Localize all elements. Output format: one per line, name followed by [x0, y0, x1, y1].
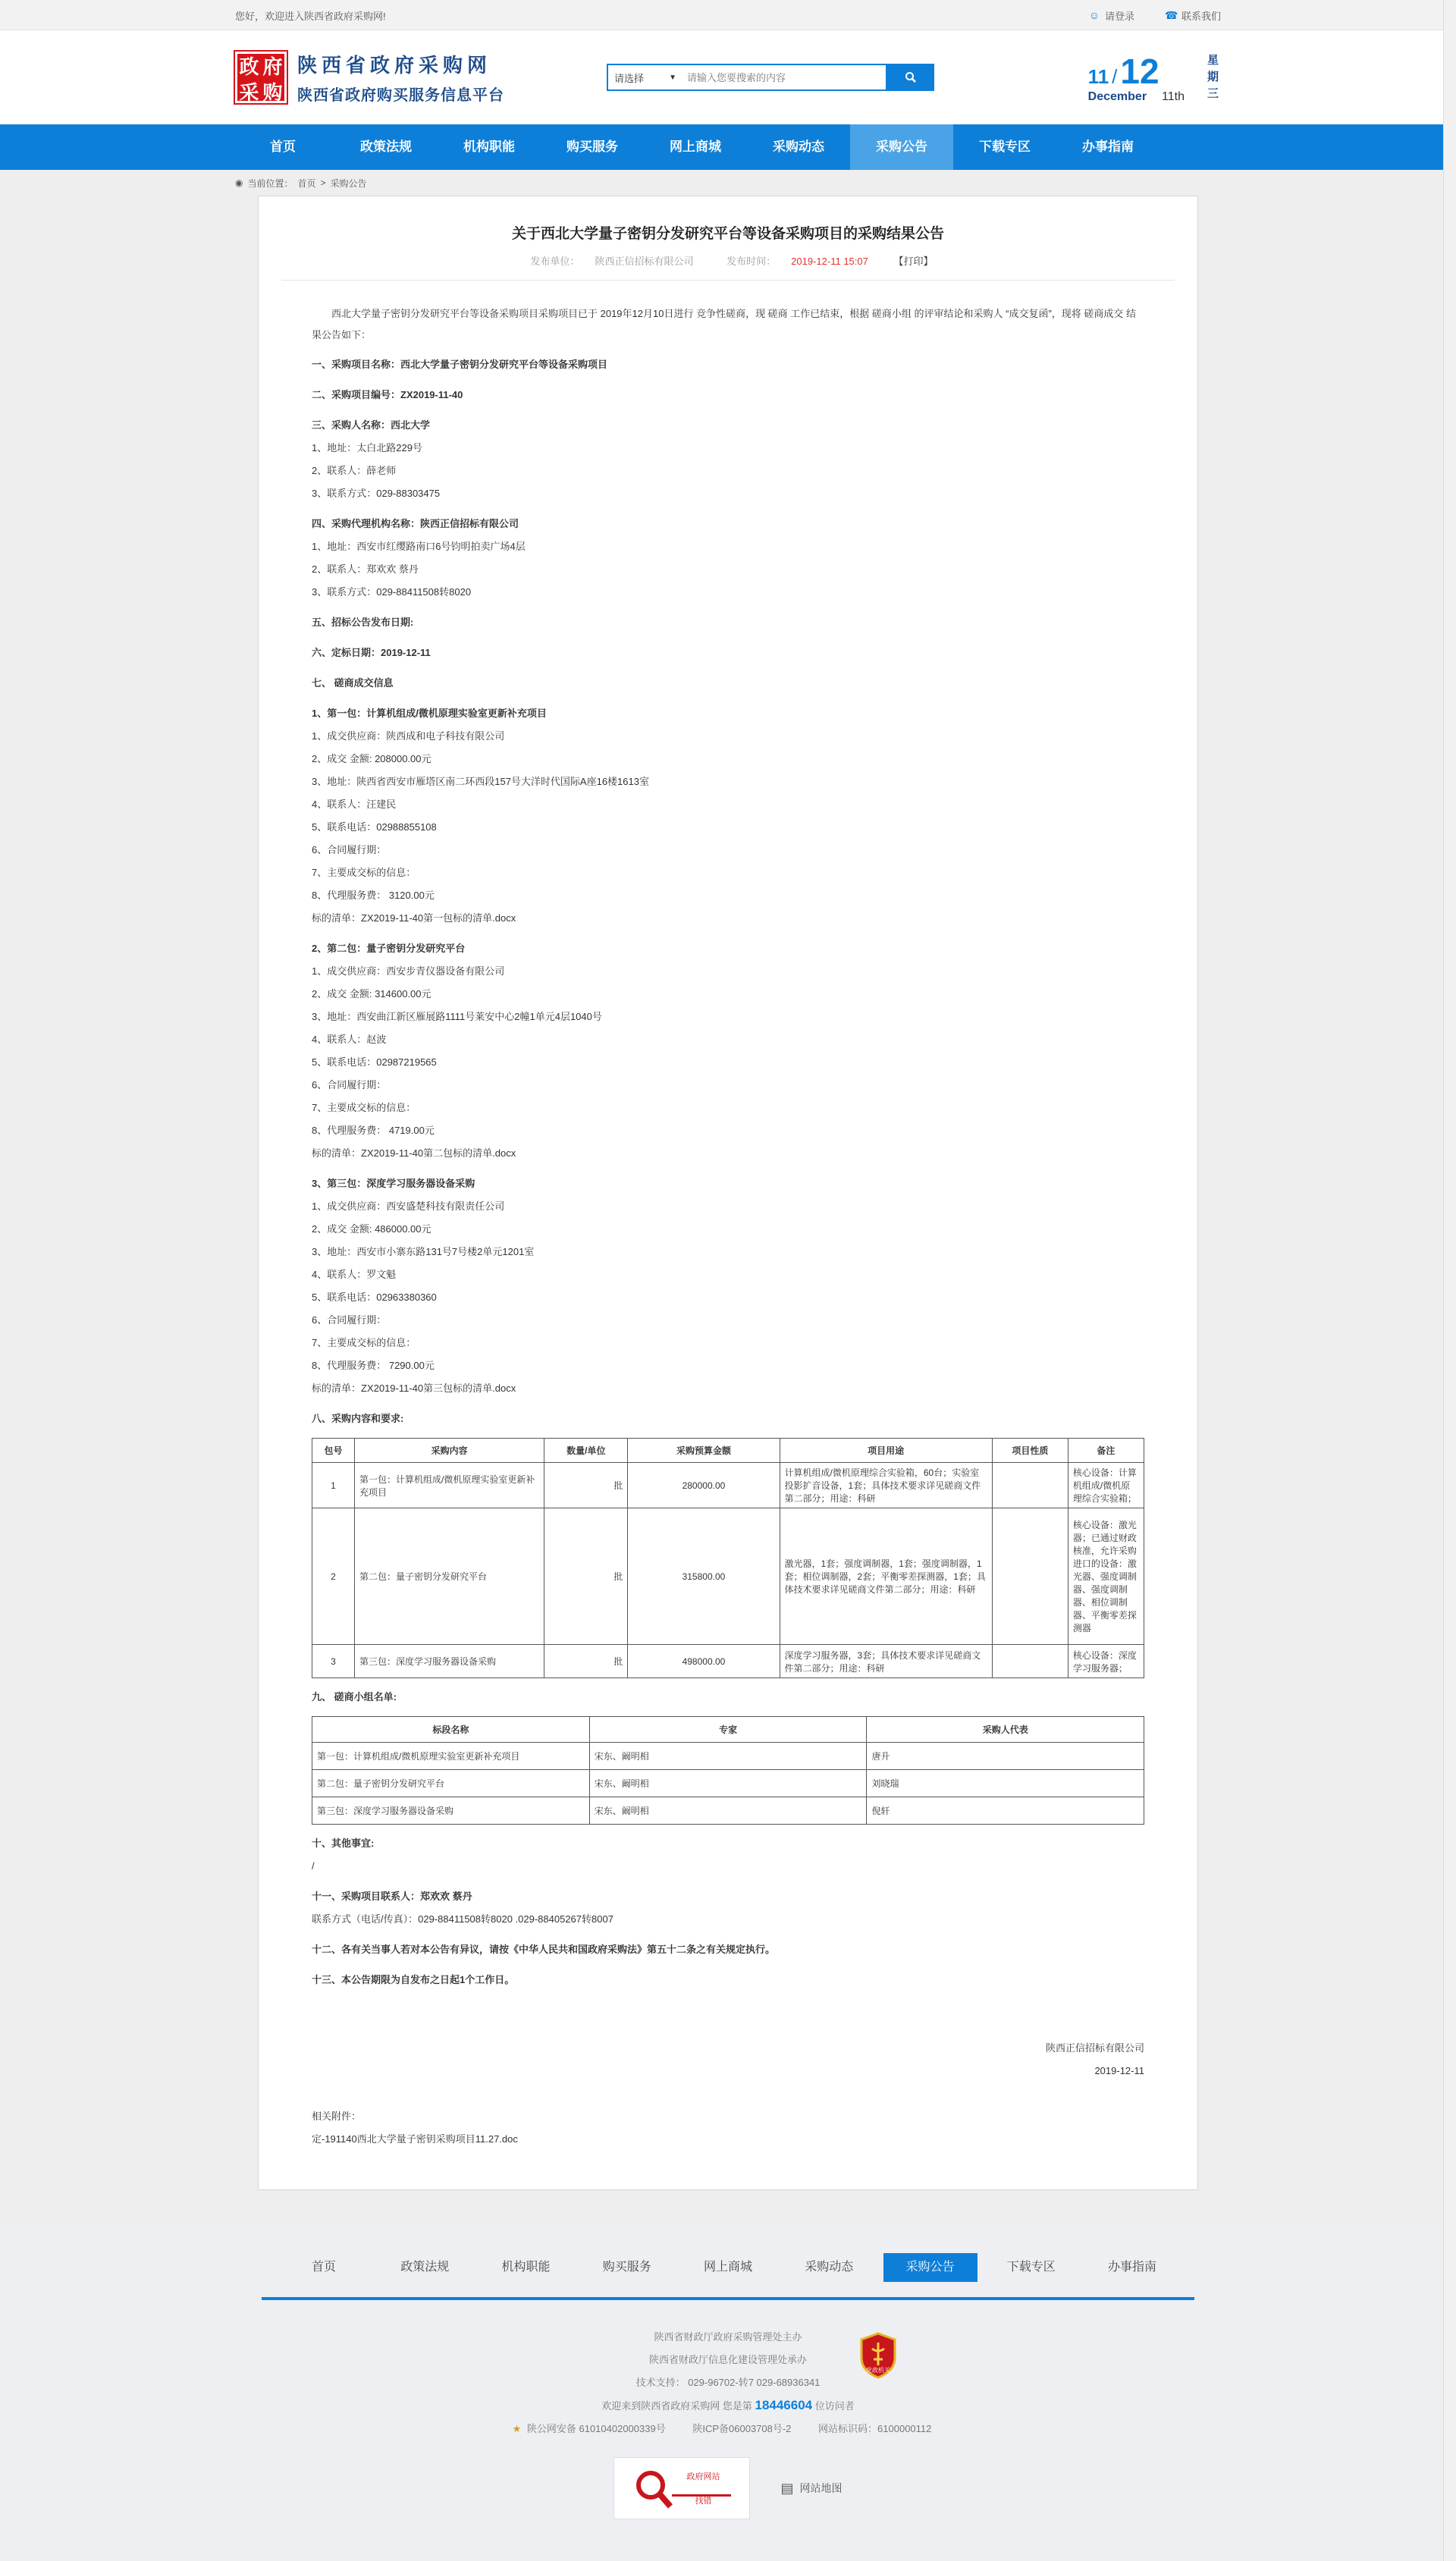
table-cell: 1 [312, 1463, 355, 1508]
table-header: 项目用途 [780, 1439, 992, 1463]
nav-institutions[interactable]: 机构职能 [463, 140, 515, 154]
section-heading: 七、 磋商成交信息 [312, 677, 394, 689]
table-cell: 第二包：量子密钥分发研究平台 [355, 1508, 544, 1645]
table-row [312, 1645, 1144, 1678]
table-cell: 280000.00 [628, 1463, 780, 1508]
table-header-row [312, 1439, 1144, 1463]
section-heading: 十三、本公告期限为自发布之日起1个工作日。 [312, 1974, 515, 1985]
section-heading: 五、招标公告发布日期: [312, 617, 414, 628]
breadcrumb [235, 170, 1221, 196]
table-cell: 宋东、阚明相 [589, 1743, 867, 1770]
search-button[interactable] [887, 64, 934, 91]
table-cell: 批 [544, 1645, 628, 1678]
section-heading: 一、采购项目名称：西北大学量子密钥分发研究平台等设备采购项目 [312, 359, 608, 370]
footer-sponsor: 陕西省财政厅政府采购管理处主办 [654, 2331, 802, 2343]
footer-nav-guide[interactable]: 办事指南 [1107, 2261, 1156, 2274]
breadcrumb-prefix: 当前位置： [247, 177, 293, 189]
text-line: 1、成交供应商：陕西成和电子科技有限公司 [312, 730, 505, 742]
table-cell: 第三包：深度学习服务器设备采购 [355, 1645, 544, 1678]
text-line: 2、成交 金额: 486000.00元 [312, 1223, 431, 1235]
visit-count: 18446604 [755, 2398, 813, 2412]
footer-nav-services[interactable]: 购买服务 [602, 2261, 651, 2274]
logo-char: 采 [239, 81, 259, 104]
text-line: 2、联系人：薛老师 [312, 465, 397, 476]
table-header: 包号 [312, 1439, 355, 1463]
table-row [312, 1797, 1144, 1825]
footer-nav-policy[interactable]: 政策法规 [400, 2261, 450, 2274]
search-bar [607, 64, 934, 91]
text-line: 7、主要成交标的信息： [312, 1102, 416, 1113]
section-heading: 四、采购代理机构名称：陕西正信招标有限公司 [312, 518, 519, 529]
search-select-label: 请选择 [614, 72, 645, 84]
table-row [312, 1770, 1144, 1797]
logo-char: 政 [239, 55, 259, 78]
procurement-table [312, 1438, 1144, 1678]
footer-beian [0, 2418, 1456, 2440]
table-header: 采购预算金额 [628, 1439, 780, 1463]
welcome-text: 您好，欢迎进入陕西省政府采购网! [235, 10, 386, 22]
logo-char: 购 [262, 81, 283, 104]
signature-block [312, 2037, 1144, 2082]
text-line: 7、主要成交标的信息： [312, 867, 416, 878]
package-heading: 2、第二包：量子密钥分发研究平台 [312, 943, 466, 954]
table-cell [992, 1508, 1068, 1645]
date-widget [1088, 51, 1221, 104]
text-line: 3、联系方式：029-88411508转8020 [312, 586, 472, 598]
table-cell: 第三包：深度学习服务器设备采购 [312, 1797, 590, 1825]
table-cell [992, 1463, 1068, 1508]
text-line: 7、主要成交标的信息： [312, 1337, 416, 1348]
table-cell: 核心设备：激光器；已通过财政核准，允许采购进口的设备：激光器、强度调制器、强度调制器、相位调制器、平衡零差探测器 [1068, 1508, 1144, 1645]
table-header: 采购内容 [355, 1439, 544, 1463]
logo-subtitle: 陕西省政府购买服务信息平台 [297, 87, 504, 104]
signature-date: 2019-12-11 [1094, 2065, 1144, 2076]
table-header: 专家 [589, 1717, 867, 1743]
top-bar [0, 0, 1456, 30]
attachment-file-link[interactable]: 定-191140西北大学量子密钥采购项目11.27.doc [312, 2133, 518, 2145]
logo-char: 府 [262, 55, 283, 78]
search-input[interactable] [682, 65, 886, 89]
text-line: 5、联系电话：02987219565 [312, 1056, 437, 1068]
contact-link[interactable] [1165, 8, 1221, 23]
print-link[interactable]: 【打印】 [893, 256, 934, 267]
section-heading: 十二、各有关当事人若对本公告有异议，请按《中华人民共和国政府采购法》第五十二条之有关规定执行。 [312, 1944, 776, 1955]
visit-prefix: 欢迎来到陕西省政府采购网 您是第 [601, 2400, 752, 2412]
text-line: 6、合同履行期： [312, 844, 387, 855]
footer-tech-support: 技术支持： 029-96702-转7 029-68936341 [635, 2377, 821, 2388]
intro-paragraph: 西北大学量子密钥分发研究平台等设备采购项目采购项目已于 2019年12月10日进行 竞争性磋商，现 磋商 工作已结束，根据 磋商小组 的评审结论和采购人 “成交复函”，现将 磋商成交 结果公告如下： [312, 308, 1137, 341]
text-line: 2、联系人：郑欢欢 蔡丹 [312, 563, 419, 575]
table-row [312, 1743, 1144, 1770]
table-cell: 2 [312, 1508, 355, 1645]
nav-news[interactable]: 采购动态 [773, 140, 824, 154]
table-row [312, 1463, 1144, 1508]
section-heading: 二、采购项目编号：ZX2019-11-40 [312, 389, 463, 400]
table-cell: 498000.00 [628, 1645, 780, 1678]
table-cell: 核心设备：计算机组成/微机原理综合实验箱； [1068, 1463, 1144, 1508]
attachment-link[interactable]: 标的清单：ZX2019-11-40第三包标的清单.docx [312, 1383, 516, 1394]
table-cell: 第一包：计算机组成/微机原理实验室更新补充项目 [312, 1743, 590, 1770]
section-heading: 三、采购人名称：西北大学 [312, 419, 431, 431]
article-meta [281, 253, 1175, 281]
weekday-char: 星 [1207, 54, 1219, 67]
weekday-char: 三 [1207, 87, 1219, 100]
article-title: 关于西北大学量子密钥分发研究平台等设备采购项目的采购结果公告 [511, 226, 944, 242]
table-cell: 核心设备：深度学习服务器； [1068, 1645, 1144, 1678]
nav-mall[interactable]: 网上商城 [670, 140, 721, 154]
table-header-row [312, 1717, 1144, 1743]
table-cell: 315800.00 [628, 1508, 780, 1645]
text-line: 6、合同履行期： [312, 1314, 387, 1326]
footer-organizer: 陕西省财政厅信息化建设管理处承办 [648, 2354, 807, 2365]
table-cell: 批 [544, 1463, 628, 1508]
section-heading: 九、 磋商小组名单: [312, 1691, 397, 1703]
text-line: 1、地址：西安市红缨路南口6号钧明拍卖广场4层 [312, 541, 526, 552]
footer-nav-news[interactable]: 采购动态 [805, 2261, 854, 2274]
footer-bottom [0, 2457, 1456, 2519]
table-cell: 深度学习服务器，3套；具体技术要求详见磋商文件第二部分；用途：科研 [780, 1645, 992, 1678]
table-header: 标段名称 [312, 1717, 590, 1743]
text-line: 4、联系人：罗文魁 [312, 1269, 397, 1280]
breadcrumb-separator: > [320, 177, 326, 188]
footer-visits [0, 2394, 1456, 2418]
location-pin-icon: ◉ [235, 177, 243, 188]
date-slash: / [1112, 65, 1118, 88]
text-line: 1、成交供应商：西安盛楚科技有限责任公司 [312, 1200, 505, 1212]
publisher-name: 陕西正信招标有限公司 [595, 256, 694, 267]
nav-guide[interactable]: 办事指南 [1082, 140, 1134, 154]
weekday [1207, 52, 1221, 102]
table-header: 采购人代表 [867, 1717, 1144, 1743]
section-heading: 十、其他事宜: [312, 1838, 375, 1849]
site-code: 网站标识码：6100000112 [818, 2423, 932, 2434]
date-month: 11 [1087, 65, 1109, 88]
section-heading: 十一、采购项目联系人：郑欢欢 蔡丹 [312, 1891, 472, 1902]
table-cell: 刘晓瑞 [867, 1770, 1144, 1797]
login-link[interactable] [1088, 8, 1134, 23]
signature-org: 陕西正信招标有限公司 [1045, 2042, 1144, 2054]
footer-nav-home[interactable]: 首页 [311, 2261, 336, 2274]
section-heading: 六、定标日期：2019-12-11 [312, 647, 431, 658]
text-line: / [312, 1860, 315, 1872]
section-heading: 八、采购内容和要求: [312, 1413, 404, 1424]
nav-home[interactable]: 首页 [270, 140, 296, 154]
page-scrollbar[interactable] [1443, 0, 1456, 2561]
footer-nav [262, 2226, 1194, 2300]
badge-caption: 党政机关 [866, 2367, 890, 2374]
main-nav [0, 124, 1456, 170]
nav-announcements[interactable]: 采购公告 [850, 124, 953, 170]
table-cell: 唐升 [867, 1743, 1144, 1770]
attachments [312, 2105, 1144, 2173]
user-icon: ☺ [1088, 9, 1100, 21]
footer-info [0, 2326, 1456, 2440]
text-line: 3、地址：西安曲江新区雁展路1111号莱安中心2幢1单元4层1040号 [312, 1011, 602, 1022]
search-category-select[interactable] [608, 65, 682, 89]
text-line: 2、成交 金额: 314600.00元 [312, 988, 431, 1000]
package-heading: 3、第三包：深度学习服务器设备采购 [312, 1178, 475, 1189]
attachment-link[interactable]: 标的清单：ZX2019-11-40第二包标的清单.docx [312, 1147, 516, 1159]
text-line: 3、地址：西安市小寨东路131号7号楼2单元1201室 [312, 1246, 535, 1257]
time-label: 发布时间： [726, 256, 777, 267]
text-line: 5、联系电话：02963380360 [312, 1291, 437, 1303]
publish-time: 2019-12-11 15:07 [791, 256, 868, 267]
table-row [312, 1508, 1144, 1645]
text-line: 6、合同履行期： [312, 1079, 387, 1091]
sitemap-label: 网站地图 [799, 2482, 843, 2494]
footer-nav-mall[interactable]: 网上商城 [703, 2261, 752, 2274]
login-label: 请登录 [1104, 10, 1134, 22]
footer-nav-institutions[interactable]: 机构职能 [501, 2261, 551, 2274]
caret-down-icon: ▼ [669, 73, 676, 82]
text-line: 4、联系人：汪建民 [312, 799, 397, 810]
text-line: 联系方式（电话/传真）：029-88411508转8020 .029-88405267转8007 [312, 1913, 613, 1925]
magnifier-icon [625, 2464, 739, 2512]
text-line: 8、代理服务费： 4719.00元 [312, 1125, 435, 1136]
gov-box-line2: 找错 [695, 2497, 712, 2506]
text-line: 3、联系方式：029-88303475 [312, 488, 441, 499]
weekday-char: 期 [1207, 71, 1219, 83]
date-month-name: December [1087, 90, 1147, 103]
table-cell: 第一包：计算机组成/微机原理实验室更新补充项目 [355, 1463, 544, 1508]
table-cell: 第二包：量子密钥分发研究平台 [312, 1770, 590, 1797]
text-line: 1、地址：太白北路229号 [312, 442, 422, 454]
publisher-label: 发布单位： [530, 256, 580, 267]
panel-table [312, 1716, 1144, 1825]
site-logo[interactable] [235, 50, 607, 105]
gov-site-error-report[interactable] [613, 2457, 750, 2519]
article-panel [258, 196, 1198, 2190]
beian-icp[interactable]: 陕ICP备06003708号-2 [692, 2423, 792, 2434]
text-line: 4、联系人：赵波 [312, 1034, 387, 1045]
sitemap-icon: ▤ [780, 2480, 794, 2496]
table-cell: 倪轩 [867, 1797, 1144, 1825]
visit-suffix: 位访问者 [814, 2400, 855, 2412]
table-cell [992, 1645, 1068, 1678]
search-icon [905, 71, 917, 83]
breadcrumb-home[interactable]: 首页 [297, 177, 316, 189]
table-cell: 3 [312, 1645, 355, 1678]
table-cell: 激光器，1套；强度调制器，1套；强度调制器，1套；相位调制器，2套；平衡零差探测器，1套；具体技术要求详见磋商文件第二部分；用途：科研 [780, 1508, 992, 1645]
sitemap-link[interactable] [780, 2481, 842, 2497]
footer-nav-downloads[interactable]: 下载专区 [1006, 2261, 1056, 2274]
table-header: 备注 [1068, 1439, 1144, 1463]
police-badge-icon: ★ [512, 2423, 522, 2434]
attachments-label: 相关附件： [312, 2111, 362, 2122]
package-heading: 1、第一包：计算机组成/微机原理实验室更新补充项目 [312, 708, 547, 719]
date-day: 12 [1120, 52, 1159, 91]
beian-police[interactable]: 陕公网安备 61010402000339号 [526, 2423, 666, 2434]
date-day-name: 11th [1162, 90, 1185, 103]
article-body [281, 281, 1175, 2173]
logo-seal [235, 52, 287, 103]
nav-downloads[interactable]: 下载专区 [979, 140, 1031, 154]
attachment-link[interactable]: 标的清单：ZX2019-11-40第一包标的清单.docx [312, 912, 516, 924]
logo-title: 陕西省政府采购网 [297, 54, 492, 77]
table-header: 数量/单位 [544, 1439, 628, 1463]
footer [0, 2226, 1456, 2561]
nav-services[interactable]: 购买服务 [566, 140, 618, 154]
table-cell: 宋东、阚明相 [589, 1770, 867, 1797]
text-line: 1、成交供应商：西安步青仪器设备有限公司 [312, 965, 505, 977]
phone-icon: ☎ [1164, 9, 1178, 21]
table-header: 项目性质 [992, 1439, 1068, 1463]
table-cell: 宋东、阚明相 [589, 1797, 867, 1825]
text-line: 8、代理服务费： 7290.00元 [312, 1360, 435, 1371]
header [0, 30, 1456, 124]
nav-policy[interactable]: 政策法规 [360, 140, 412, 154]
footer-nav-announcements[interactable]: 采购公告 [883, 2253, 977, 2282]
breadcrumb-current[interactable]: 采购公告 [330, 177, 367, 189]
text-line: 8、代理服务费： 3120.00元 [312, 890, 435, 901]
contact-label: 联系我们 [1181, 10, 1221, 22]
gov-box-line1: 政府网站 [686, 2472, 720, 2481]
table-cell: 批 [544, 1508, 628, 1645]
text-line: 3、地址：陕西省西安市雁塔区南二环西段157号大洋时代国际A座16楼1613室 [312, 776, 649, 787]
table-cell: 计算机组成/微机原理综合实验箱，60台；实验室投影扩音设备，1套；具体技术要求详见磋商文件第二部分；用途：科研 [780, 1463, 992, 1508]
text-line: 2、成交 金额: 208000.00元 [312, 753, 431, 764]
text-line: 5、联系电话：02988855108 [312, 821, 437, 833]
